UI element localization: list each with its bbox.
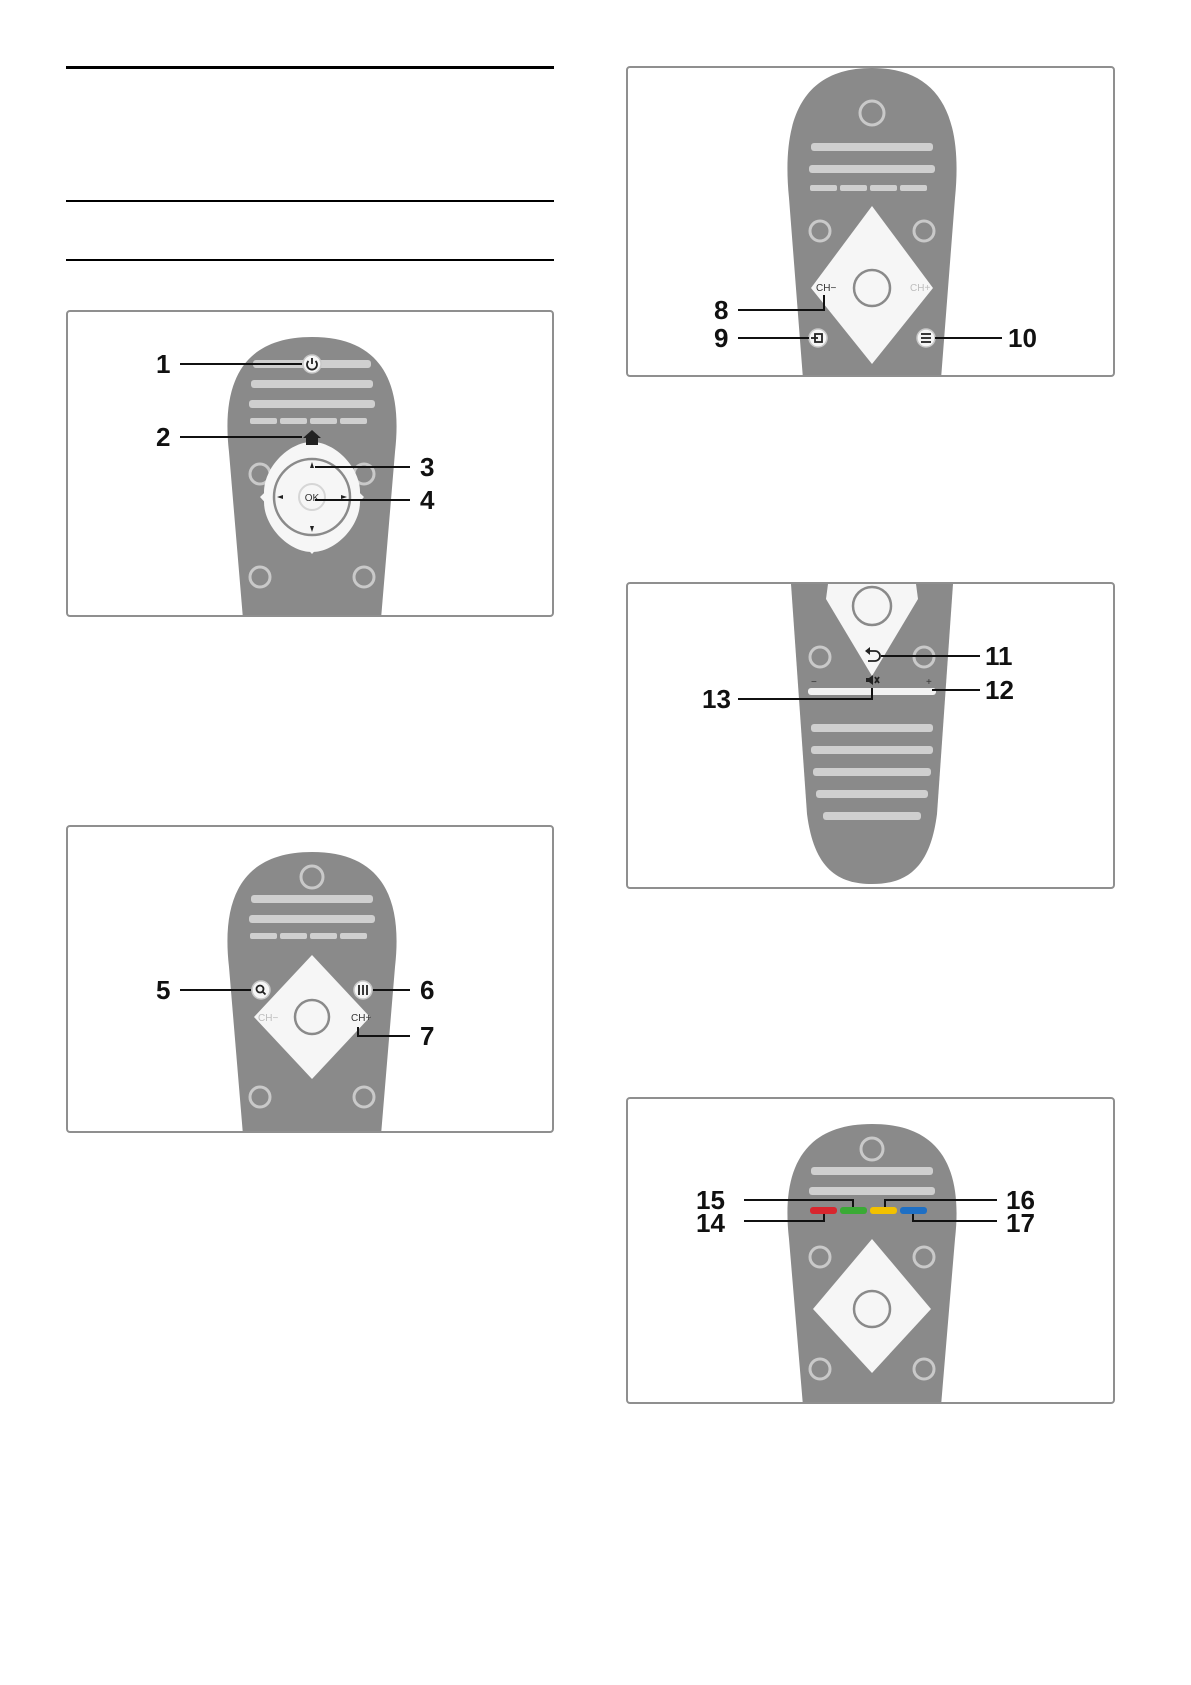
callout-9: 9 <box>714 323 729 353</box>
callout-11: 11 <box>985 641 1013 671</box>
callout-5: 5 <box>156 975 171 1005</box>
panel-colour-keys <box>626 1097 1115 1404</box>
callout-2: 2 <box>156 422 171 452</box>
ch-minus-label[interactable]: CH− <box>258 1013 279 1024</box>
remote-illustration-2 <box>68 827 554 1133</box>
panel-power-home-navigation <box>66 310 554 617</box>
panel-back-volume-mute <box>626 582 1115 889</box>
header-rule-middle <box>66 200 554 202</box>
remote-illustration-1 <box>68 312 554 617</box>
remote-illustration-3 <box>628 68 1115 377</box>
callout-6: 6 <box>420 975 435 1005</box>
callout-7: 7 <box>420 1021 435 1051</box>
find-button[interactable] <box>252 981 270 999</box>
callout-8: 8 <box>714 295 729 325</box>
header-rule-top <box>66 66 554 69</box>
remote-illustration-5 <box>628 1099 1115 1404</box>
callout-14: 14 <box>696 1208 725 1238</box>
red-key[interactable] <box>810 1207 837 1214</box>
remote-illustration-4 <box>628 584 1115 889</box>
panel-channel-source-list <box>626 66 1115 377</box>
callout-13: 13 <box>702 684 731 714</box>
ch-plus-label[interactable]: CH+ <box>910 283 931 294</box>
ch-minus-label[interactable]: CH− <box>816 283 837 294</box>
callout-10: 10 <box>1008 323 1037 353</box>
callout-15: 15 <box>696 1185 725 1215</box>
callout-16: 16 <box>1006 1185 1035 1215</box>
yellow-key[interactable] <box>870 1207 897 1214</box>
ch-plus-label[interactable]: CH+ <box>351 1013 372 1024</box>
callout-17: 17 <box>1006 1208 1035 1238</box>
green-key[interactable] <box>840 1207 867 1214</box>
panel-find-adjust-channel <box>66 825 554 1133</box>
ok-label: OK <box>304 493 320 504</box>
callout-12: 12 <box>985 675 1014 705</box>
callout-4: 4 <box>420 485 435 515</box>
volume-plus-label[interactable]: + <box>926 677 932 688</box>
volume-minus-label[interactable]: − <box>811 677 817 688</box>
callout-1: 1 <box>156 349 171 379</box>
callout-3: 3 <box>420 452 435 482</box>
blue-key[interactable] <box>900 1207 927 1214</box>
header-rule-bottom <box>66 259 554 261</box>
